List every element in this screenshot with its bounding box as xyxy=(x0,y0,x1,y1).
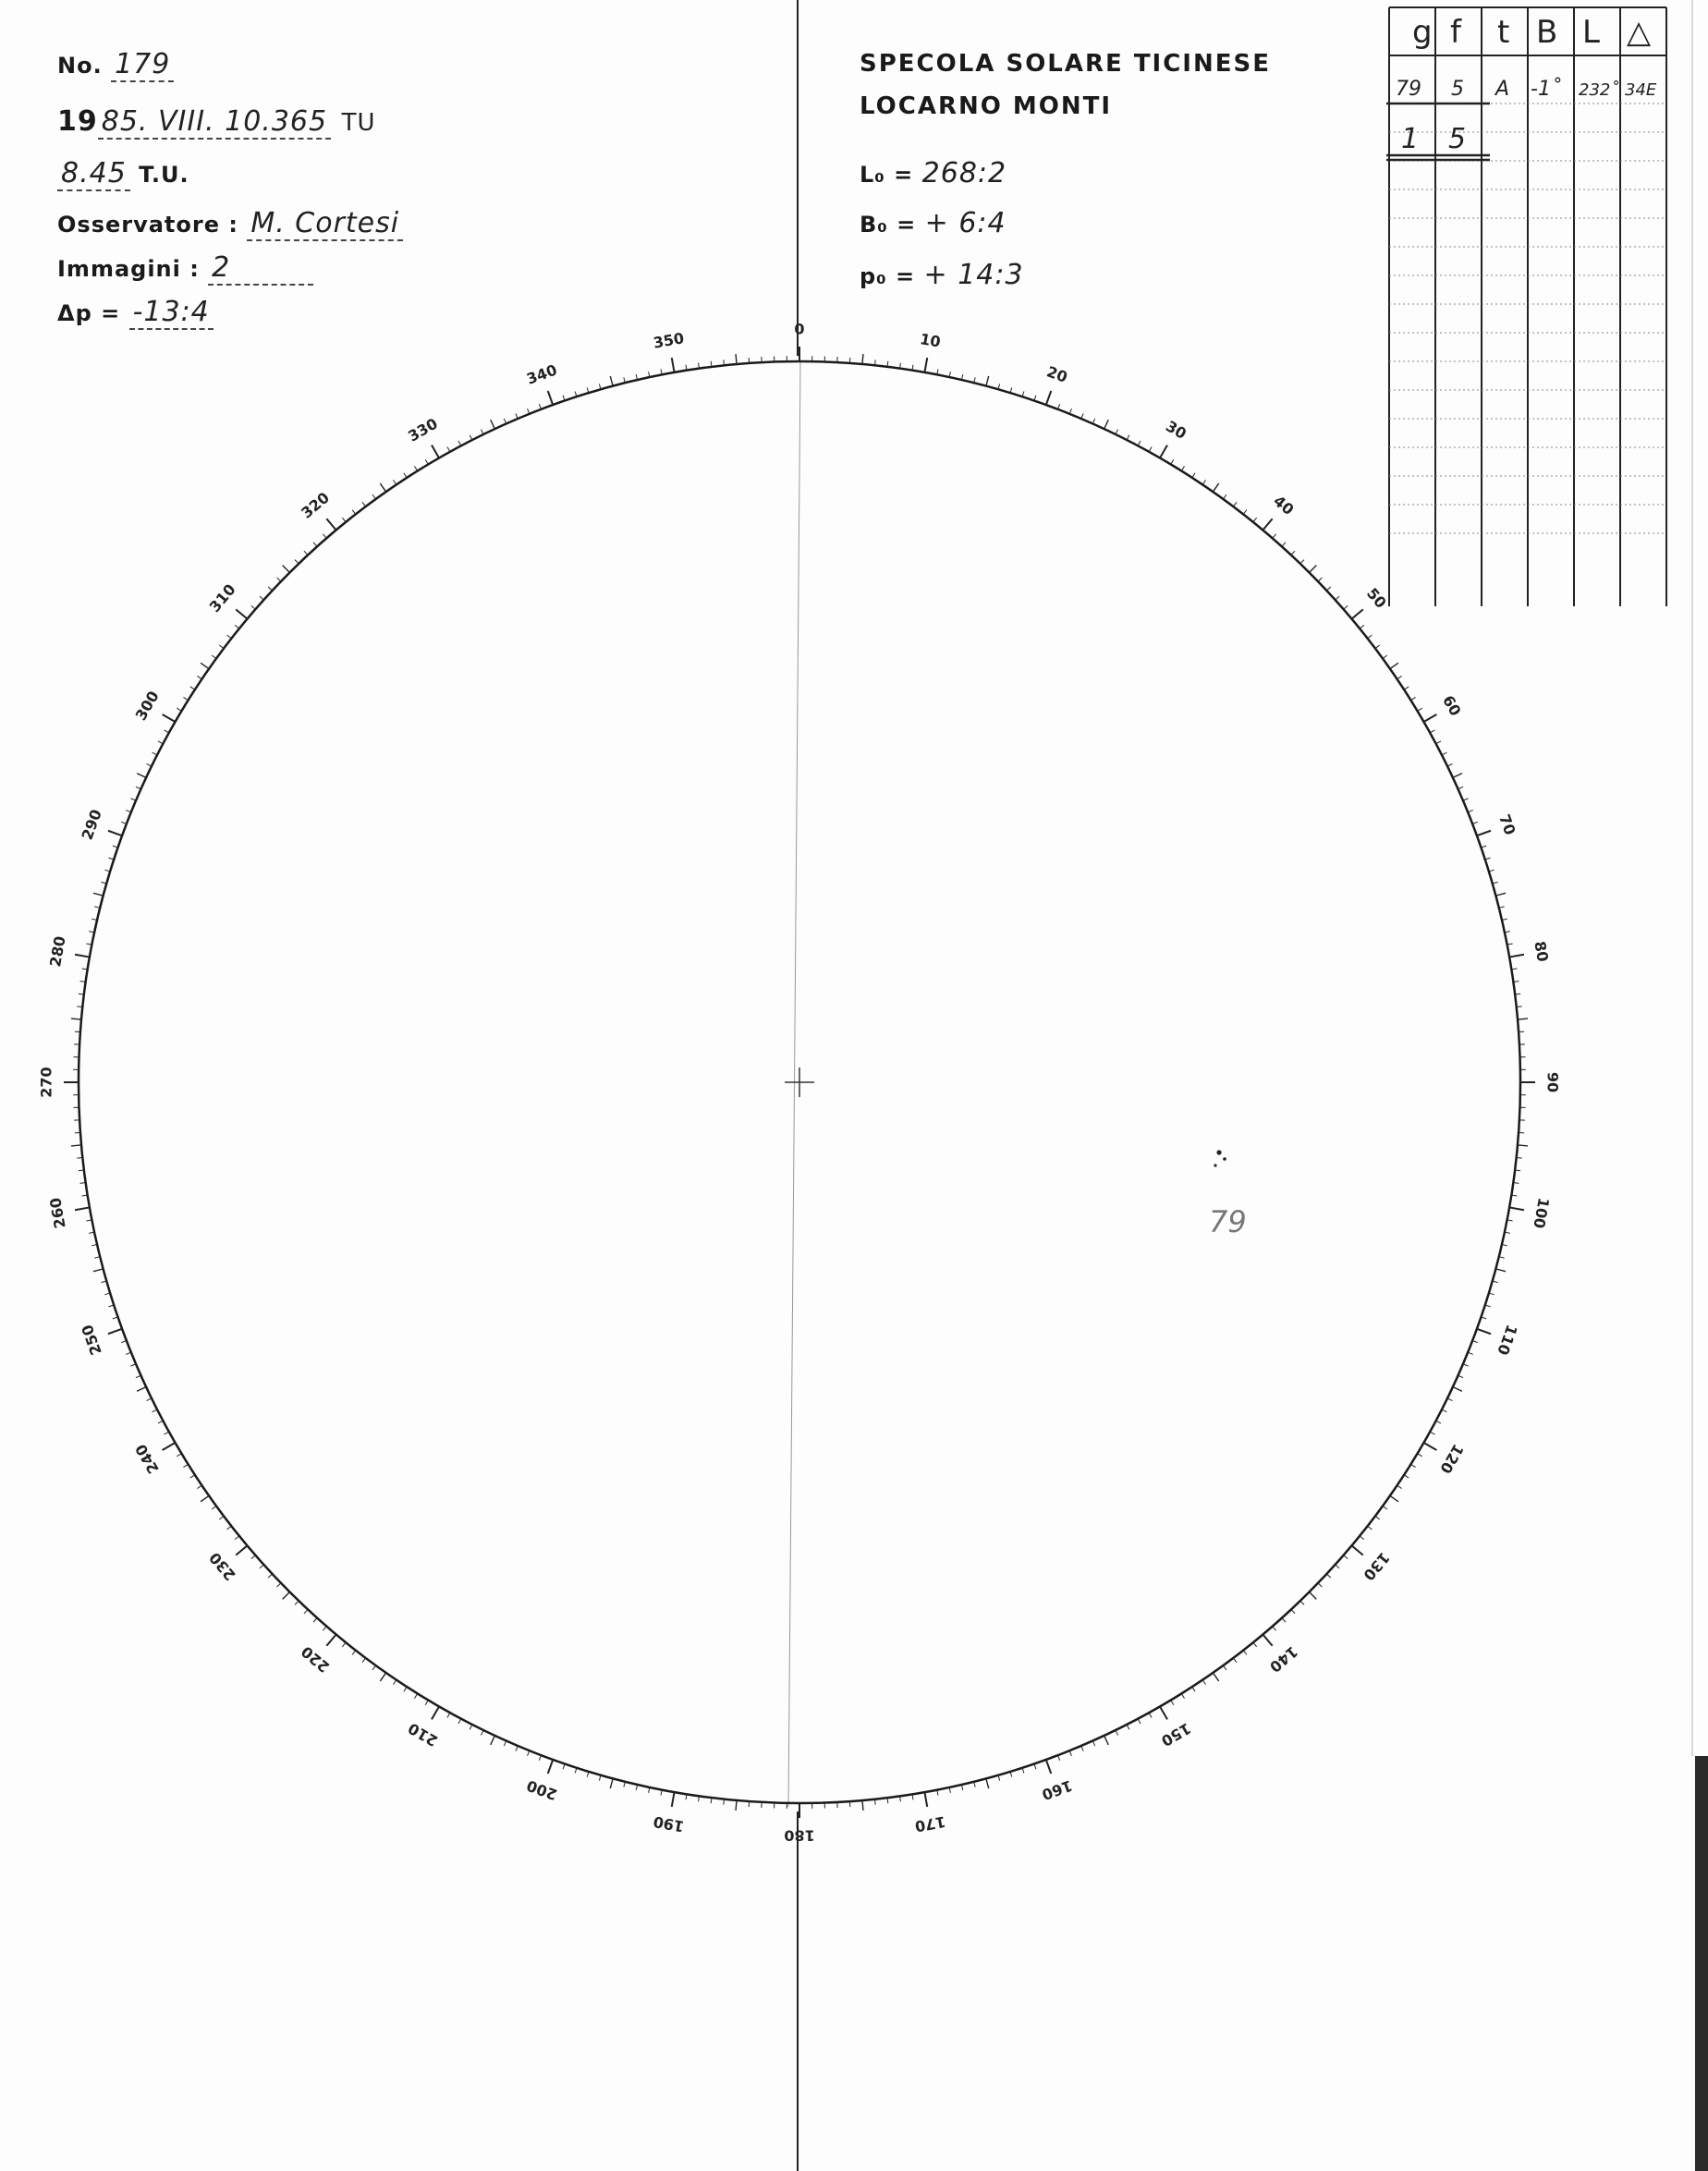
degree-tick xyxy=(108,1329,122,1334)
degree-tick xyxy=(277,578,281,581)
table-cell-g: 79 xyxy=(1396,78,1421,101)
disk-center-cross xyxy=(785,1067,814,1097)
degree-label: 210 xyxy=(405,1719,441,1750)
degree-tick xyxy=(268,1574,272,1578)
degree-tick xyxy=(491,420,495,429)
table-cell-L: 232˚ xyxy=(1579,80,1619,100)
degree-label: 320 xyxy=(298,488,334,522)
degree-tick xyxy=(1253,1642,1257,1647)
degree-tick xyxy=(724,360,725,365)
degree-tick xyxy=(1046,391,1051,405)
degree-tick xyxy=(342,1642,346,1647)
degree-tick xyxy=(1344,1555,1348,1559)
degree-tick xyxy=(1360,625,1364,628)
central-meridian-line xyxy=(788,360,800,1807)
degree-tick xyxy=(1326,1574,1330,1578)
degree-tick xyxy=(458,1719,461,1724)
degree-tick xyxy=(1310,1592,1317,1600)
degree-tick xyxy=(481,1730,483,1735)
date-suffix: TU xyxy=(341,109,376,137)
degree-tick xyxy=(295,560,299,564)
degree-tick xyxy=(1171,1701,1174,1705)
degree-tick xyxy=(1223,1665,1226,1670)
degree-tick xyxy=(404,473,407,478)
degree-tick xyxy=(183,697,188,700)
sunspot xyxy=(1216,1150,1221,1154)
time-suffix: T.U. xyxy=(139,162,189,188)
degree-tick xyxy=(1046,1760,1051,1774)
degree-tick xyxy=(1410,1464,1415,1467)
degree-tick xyxy=(724,1799,725,1805)
degree-tick xyxy=(212,655,216,659)
degree-tick xyxy=(1442,1409,1446,1412)
B0-label: B₀ = xyxy=(860,212,917,238)
degree-label: 10 xyxy=(918,330,943,351)
degree-tick xyxy=(158,741,163,744)
degree-tick xyxy=(1368,1526,1372,1530)
table-header-g: g xyxy=(1412,14,1433,51)
degree-tick xyxy=(1383,1506,1387,1509)
degree-tick xyxy=(1160,445,1167,458)
degree-tick xyxy=(1509,955,1524,957)
degree-tick xyxy=(1202,480,1205,484)
degree-tick xyxy=(610,376,613,386)
degree-tick xyxy=(1318,578,1322,581)
degree-tick xyxy=(235,1536,239,1540)
degree-tick xyxy=(268,587,272,591)
degree-tick xyxy=(323,1627,326,1631)
table-header-delta: △ xyxy=(1627,14,1652,51)
degree-tick xyxy=(1418,708,1422,711)
degree-tick xyxy=(1127,435,1129,440)
degree-tick xyxy=(251,1555,256,1559)
degree-label: 290 xyxy=(78,807,105,843)
degree-label: 300 xyxy=(131,688,163,724)
degree-tick xyxy=(137,1387,146,1392)
degree-tick xyxy=(1243,1651,1247,1655)
degree-tick xyxy=(190,1475,195,1478)
degree-tick xyxy=(219,645,224,649)
degree-tick xyxy=(380,483,385,492)
table-cell-f: 5 xyxy=(1451,78,1464,101)
degree-tick xyxy=(862,1800,863,1811)
table-total-f: 5 xyxy=(1448,123,1467,155)
degree-tick xyxy=(137,774,146,778)
degree-tick xyxy=(432,445,439,458)
degree-tick xyxy=(1149,1713,1152,1717)
degree-tick xyxy=(1181,466,1184,470)
delta-p-value: -13:4 xyxy=(129,296,214,330)
degree-tick xyxy=(295,1601,299,1604)
degree-tick xyxy=(77,1006,82,1007)
degree-tick xyxy=(610,1778,613,1788)
degree-tick xyxy=(1138,441,1141,445)
group-table xyxy=(1386,7,1666,606)
degree-tick xyxy=(1273,1627,1276,1631)
table-header-f: f xyxy=(1450,14,1461,51)
degree-tick xyxy=(1149,447,1152,452)
degree-tick xyxy=(236,609,247,618)
degree-tick xyxy=(414,1693,417,1698)
degree-tick xyxy=(1390,1495,1398,1501)
degree-tick xyxy=(1282,1618,1286,1622)
degree-tick xyxy=(1477,831,1491,835)
degree-tick xyxy=(177,1454,181,1457)
degree-tick xyxy=(404,1687,407,1691)
degree-tick xyxy=(158,1421,163,1423)
degree-tick xyxy=(152,752,157,755)
degree-tick xyxy=(1223,494,1226,499)
degree-tick xyxy=(875,1799,876,1805)
degree-tick xyxy=(236,1545,247,1555)
degree-label: 20 xyxy=(1044,362,1070,386)
degree-label: 220 xyxy=(298,1642,334,1677)
degree-tick xyxy=(1291,551,1295,555)
degree-tick xyxy=(1436,741,1441,744)
degree-label: 30 xyxy=(1163,417,1190,443)
degree-tick xyxy=(260,596,263,600)
degree-tick xyxy=(1202,1680,1205,1685)
degree-tick xyxy=(1336,1565,1339,1568)
L0-label: L₀ = xyxy=(860,162,914,188)
degree-label: 170 xyxy=(913,1812,947,1836)
degree-tick xyxy=(1116,430,1118,434)
date-year-prefix: 19 xyxy=(57,105,98,138)
degree-tick xyxy=(1352,609,1363,618)
degree-tick xyxy=(1127,1725,1129,1729)
degree-tick xyxy=(1291,1609,1295,1613)
degree-label: 110 xyxy=(1494,1322,1521,1358)
degree-tick xyxy=(1310,566,1317,573)
group-label: 79 xyxy=(1209,1204,1247,1239)
degree-tick xyxy=(1273,534,1276,539)
observer-label: Osservatore : xyxy=(57,212,238,238)
degree-tick xyxy=(986,1778,989,1788)
degree-tick xyxy=(313,1618,317,1622)
degree-tick xyxy=(323,534,326,539)
degree-label: 250 xyxy=(78,1322,105,1358)
degree-tick xyxy=(77,1158,82,1159)
degree-tick xyxy=(71,1018,81,1019)
degree-tick xyxy=(1344,605,1348,609)
table-header-t: t xyxy=(1497,14,1510,51)
degree-label: 40 xyxy=(1270,492,1298,519)
degree-tick xyxy=(1375,1516,1380,1519)
degree-tick xyxy=(326,518,336,530)
degree-tick xyxy=(362,1658,366,1663)
delta-p-label: Δp = xyxy=(57,300,121,326)
degree-tick xyxy=(924,358,927,372)
degree-label: 340 xyxy=(524,360,560,388)
degree-tick xyxy=(1442,752,1446,755)
degree-tick xyxy=(93,893,104,896)
degree-tick xyxy=(1477,1329,1491,1334)
degree-tick xyxy=(1138,1719,1141,1724)
degree-tick xyxy=(380,1673,385,1681)
degree-tick xyxy=(352,510,356,515)
institution-location: LOCARNO MONTI xyxy=(860,92,1113,120)
L0-value: 268:2 xyxy=(921,157,1007,189)
degree-tick xyxy=(1192,1687,1195,1691)
degree-tick xyxy=(1418,1454,1422,1457)
degree-label: 90 xyxy=(1543,1071,1562,1093)
degree-label: 180 xyxy=(784,1826,815,1845)
p0-label: p₀ = xyxy=(860,263,916,289)
degree-tick xyxy=(1263,1635,1272,1646)
degree-tick xyxy=(481,430,483,434)
degree-tick xyxy=(260,1565,263,1568)
degree-tick xyxy=(1404,1475,1409,1478)
degree-tick xyxy=(1397,676,1402,678)
degree-tick xyxy=(1282,543,1286,546)
degree-tick xyxy=(470,435,472,440)
degree-tick xyxy=(304,1609,308,1613)
degree-tick xyxy=(1253,518,1257,522)
p0-value: + 14:3 xyxy=(923,259,1024,291)
degree-tick xyxy=(425,1701,428,1705)
degree-tick xyxy=(548,391,553,405)
degree-tick xyxy=(1104,1736,1109,1745)
degree-tick xyxy=(201,1495,209,1501)
degree-tick xyxy=(212,1506,216,1509)
degree-label: 80 xyxy=(1531,939,1552,964)
degree-tick xyxy=(227,1526,232,1530)
degree-tick xyxy=(1436,1421,1441,1423)
degree-tick xyxy=(372,494,376,499)
degree-tick xyxy=(197,1485,201,1488)
degree-tick xyxy=(1423,714,1436,722)
degree-tick xyxy=(447,447,450,452)
degree-tick xyxy=(1423,1443,1436,1450)
degree-tick xyxy=(1263,518,1272,530)
degree-tick xyxy=(1410,697,1415,700)
degree-tick xyxy=(1495,1269,1506,1272)
degree-tick xyxy=(197,676,201,678)
table-header-L: L xyxy=(1582,14,1600,51)
degree-tick xyxy=(362,502,366,506)
sunspot-group xyxy=(1214,1150,1226,1166)
degree-label: 280 xyxy=(46,934,69,969)
degree-tick xyxy=(1233,1658,1237,1663)
degree-tick xyxy=(1495,893,1506,896)
degree-label: 260 xyxy=(46,1196,69,1230)
degree-tick xyxy=(1181,1693,1184,1698)
degree-label: 230 xyxy=(205,1548,239,1584)
degree-tick xyxy=(283,1592,290,1600)
degree-tick xyxy=(1430,1432,1434,1434)
degree-tick xyxy=(190,687,195,689)
degree-tick xyxy=(1375,645,1380,649)
degree-tick xyxy=(393,1680,396,1685)
degree-tick xyxy=(177,708,181,711)
degree-label: 70 xyxy=(1495,811,1519,837)
degree-tick xyxy=(342,518,346,522)
degree-tick xyxy=(470,1725,472,1729)
degree-label: 150 xyxy=(1158,1719,1194,1750)
degree-tick xyxy=(1383,655,1387,659)
degree-tick xyxy=(672,358,675,372)
degree-tick xyxy=(1104,420,1109,429)
institution-title: SPECOLA SOLARE TICINESE xyxy=(860,50,1271,78)
degree-tick xyxy=(219,1516,224,1519)
degree-label: 200 xyxy=(524,1776,560,1804)
degree-label: 190 xyxy=(652,1812,686,1836)
degree-tick xyxy=(251,605,256,609)
degree-tick xyxy=(986,376,989,386)
degree-label: 0 xyxy=(794,320,805,338)
degree-label: 140 xyxy=(1265,1642,1301,1677)
degree-tick xyxy=(71,1145,81,1146)
degree-tick xyxy=(1116,1730,1118,1735)
degree-tick xyxy=(352,1651,356,1655)
degree-tick xyxy=(1171,459,1174,464)
degree-tick xyxy=(147,1398,152,1401)
table-header-B: B xyxy=(1536,14,1558,51)
degree-label: 310 xyxy=(205,580,239,616)
degree-tick xyxy=(227,635,232,639)
degree-tick xyxy=(1360,1536,1364,1540)
degree-tick xyxy=(1160,1706,1167,1719)
degree-tick xyxy=(283,566,290,573)
degree-tick xyxy=(1430,730,1434,733)
degree-tick xyxy=(1517,1158,1522,1159)
degree-tick xyxy=(1453,774,1462,778)
images-label: Immagini : xyxy=(57,256,200,282)
images-value: 2 xyxy=(208,251,313,286)
degree-tick xyxy=(152,1409,157,1412)
degree-tick xyxy=(1397,1485,1402,1488)
degree-tick xyxy=(183,1464,188,1467)
degree-tick xyxy=(1517,1006,1522,1007)
degree-label: 160 xyxy=(1039,1776,1075,1804)
degree-tick xyxy=(414,466,417,470)
observer-value: M. Cortesi xyxy=(247,207,403,241)
degree-tick xyxy=(548,1760,553,1774)
degree-tick xyxy=(372,1665,376,1670)
degree-tick xyxy=(1213,483,1218,492)
degree-tick xyxy=(235,625,239,628)
degree-tick xyxy=(165,1432,169,1434)
degree-tick xyxy=(1318,1583,1322,1587)
degree-tick xyxy=(1352,1545,1363,1555)
degree-label: 100 xyxy=(1530,1196,1553,1230)
degree-tick xyxy=(1404,687,1409,689)
degree-label: 120 xyxy=(1436,1441,1468,1477)
table-cell-B: -1˚ xyxy=(1531,78,1561,101)
sunspot xyxy=(1223,1157,1226,1161)
degree-tick xyxy=(93,1269,104,1272)
degree-tick xyxy=(1390,663,1398,668)
degree-tick xyxy=(108,831,122,835)
degree-tick xyxy=(862,354,863,364)
degree-tick xyxy=(313,543,317,546)
degree-tick xyxy=(1368,635,1372,639)
time-value: 8.45 xyxy=(57,157,130,191)
degree-tick xyxy=(75,955,90,957)
degree-tick xyxy=(1326,587,1330,591)
degree-label: 60 xyxy=(1439,692,1465,719)
degree-tick xyxy=(165,730,169,733)
degree-tick xyxy=(432,1706,439,1719)
degree-tick xyxy=(1453,1387,1462,1392)
degree-tick xyxy=(1518,1018,1528,1019)
degree-tick xyxy=(447,1713,450,1717)
B0-value: + 6:4 xyxy=(924,207,1006,239)
degree-tick xyxy=(924,1792,927,1807)
degree-tick xyxy=(75,1207,90,1210)
degree-tick xyxy=(1447,1398,1452,1401)
degree-tick xyxy=(163,1443,176,1450)
degree-tick xyxy=(875,360,876,365)
date-value: 85. VIII. 10.365 xyxy=(98,105,331,140)
degree-label: 330 xyxy=(405,414,441,445)
degree-tick xyxy=(201,663,209,668)
degree-tick xyxy=(736,354,737,364)
degree-tick xyxy=(1518,1145,1528,1146)
table-cell-delta: 34E xyxy=(1625,80,1657,100)
degree-label: 350 xyxy=(652,329,686,352)
degree-tick xyxy=(425,459,428,464)
degree-tick xyxy=(491,1736,495,1745)
degree-tick xyxy=(1192,473,1195,478)
degree-tick xyxy=(304,551,308,555)
degree-tick xyxy=(393,480,396,484)
degree-label: 270 xyxy=(37,1067,55,1098)
degree-tick xyxy=(1336,596,1339,600)
degree-tick xyxy=(672,1792,675,1807)
record-number-value: 179 xyxy=(111,48,174,82)
degree-label: 130 xyxy=(1360,1548,1394,1584)
degree-tick xyxy=(277,1583,281,1587)
degree-tick xyxy=(163,714,176,722)
degree-label: 50 xyxy=(1362,584,1390,612)
degree-tick xyxy=(1243,510,1247,515)
degree-tick xyxy=(1213,1673,1218,1681)
table-total-g: 1 xyxy=(1401,123,1420,155)
degree-tick xyxy=(1447,763,1452,766)
table-cell-t: A xyxy=(1495,78,1510,101)
degree-tick xyxy=(1233,502,1237,506)
degree-tick xyxy=(1509,1207,1524,1210)
degree-tick xyxy=(326,1635,336,1646)
degree-tick xyxy=(736,1800,737,1811)
record-number-label: No. xyxy=(57,53,103,79)
sunspot xyxy=(1214,1164,1216,1166)
degree-label: 240 xyxy=(131,1441,163,1477)
degree-tick xyxy=(147,763,152,766)
degree-tick xyxy=(1300,1601,1304,1604)
degree-tick xyxy=(458,441,461,445)
degree-tick xyxy=(1300,560,1304,564)
